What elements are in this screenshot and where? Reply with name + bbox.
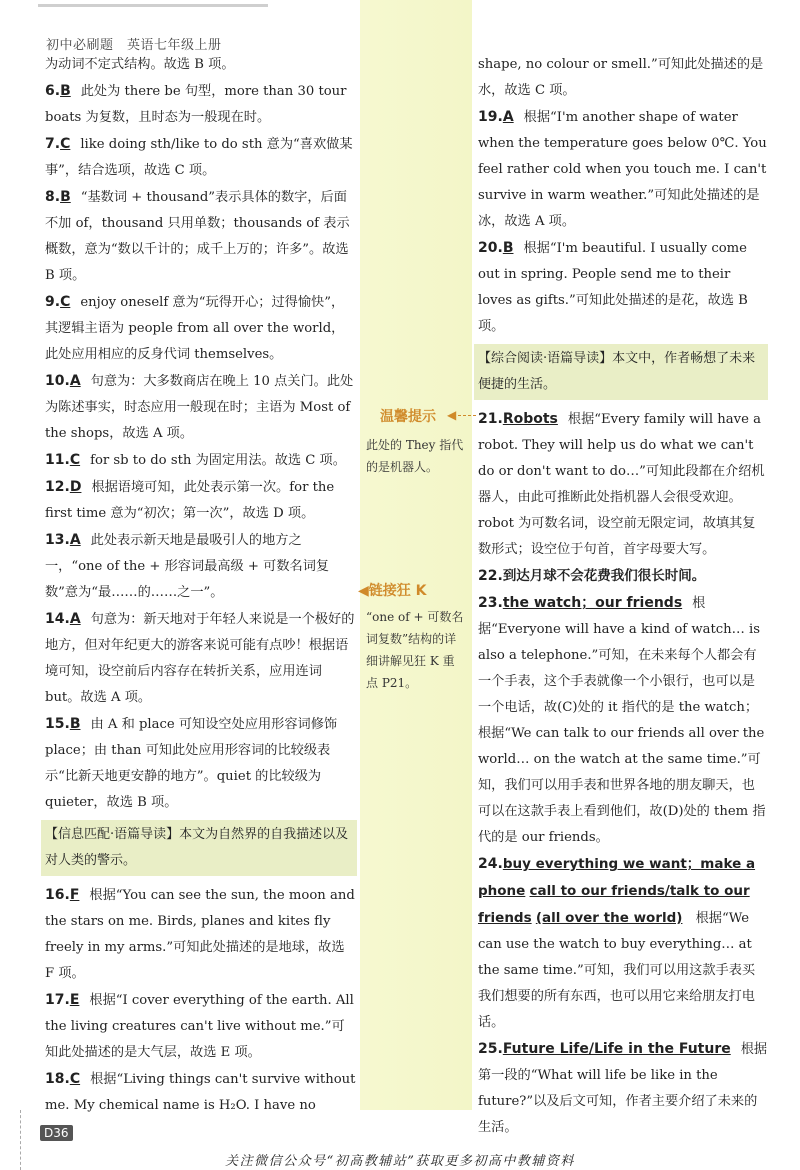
answer-item: 19.A 根据“I'm another shape of water when the temperature goes below 0℃. You feel rather cold when you touch me. I can't survive in warm weather.”可知此处描述的是冰，故选 A 项。 [478,109,767,229]
answer-list-b [45,882,357,1119]
answer-item: 6.B 此处为 there be 句型，more than 30 tour boats 为复数，且时态为一般现在时。 [45,83,347,125]
answer-item: 12.D 根据语境可知，此处表示第一次。for the first time 意为“初次；第一次”，故选 D 项。 [45,479,335,521]
page-number: D36 [40,1125,73,1141]
right-column [478,52,768,1141]
continued-text: 为动词不定式结构。故选 B 项。 [45,57,235,72]
section-intro-reading: 【综合阅读·语篇导读】本文中，作者畅想了未来便捷的生活。 [474,344,768,400]
arrow-left-icon: ◀ [447,408,457,422]
answer-item: 24.buy everything we want；make a phone call to our friends/talk to our friends (all over the world) 根据“We can use the watch to buy everything… at the same time.”可知，我们可以用这款手表买我们想要的所有东西，也可以用它来给朋友打电话。 [478,856,756,1030]
footer-note: 关注微信公众号“初高教辅站”获取更多初高中教辅资料 [225,1154,575,1169]
answer-item: 16.F 根据“You can see the sun, the moon and the stars on me. Birds, planes and kites fly freely in my arms.”可知此处描述的是地球，故选 F 项。 [45,887,355,981]
left-column [45,52,357,1119]
tip-title: 温馨提示 [380,409,436,425]
sidebar-panel [360,0,472,1110]
answer-item: 21.Robots 根据“Every family will have a robot. They will help us do what we can't do or don't want to do…”可知此段都在介绍机器人，由此可推断此处指机器人会很受欢迎。robot 为可数名词，设空前无限定词，故填其复数形式；设空位于句首，首字母要大写。 [478,411,765,557]
answer-item: 7.C like doing sth/like to do sth 意为“喜欢做某事”，结合选项，故选 C 项。 [45,136,353,178]
answer-item: 18.C 根据“Living things can't survive without me. My chemical name is H₂O. I have no [45,1071,356,1113]
answer-item: 14.A 句意为：新天地对于年轻人来说是一个极好的地方，但对年纪更大的游客来说可能有点吵！根据语境可知，设空前后内容存在转折关系，应用连词 but。故选 A 项。 [45,611,355,705]
answer-item: 15.B 由 A 和 place 可知设空处应用形容词修饰 place；由 than 可知此处应用形容词的比较级表示“比新天地更安静的地方”。quiet 的比较级为 quieter，故选 B 项。 [45,716,338,810]
answer-item: 8.B “基数词 + thousand”表示具体的数字，后面不加 of，thousand 只用单数；thousands of 表示概数，意为“数以千计的；成千上万的；许多”。故选 B 项。 [45,189,350,283]
answer-item: 20.B 根据“I'm beautiful. I usually come out in spring. People send me to their loves as gifts.”可知此处描述的是花，故选 B 项。 [478,240,748,334]
arrow-left-icon: ◀ [358,583,369,599]
answer-item: 17.E 根据“I cover everything of the earth. All the living creatures can't live without me.”可知此处描述的是大气层，故选 E 项。 [45,992,354,1060]
answer-item: 9.C enjoy oneself 意为“玩得开心；过得愉快”，其逻辑主语为 people from all over the world，此处应用相应的反身代词 themselves。 [45,294,345,362]
answer-item: 11.C for sb to do sth 为固定用法。故选 C 项。 [45,452,346,468]
answer-item: 22.到达月球不会花费我们很长时间。 [478,568,706,584]
answer-item: 13.A 此处表示新天地是最吸引人的地方之一，“one of the + 形容词最高级 + 可数名词复数”意为“最……的……之一”。 [45,532,330,600]
answer-list-a [45,78,357,816]
link-title: ◀链接狂 K [358,583,427,599]
answer-item: 25.Future Life/Life in the Future 根据第一段的“What will life be like in the future?”以及后文可知，作者主要介绍了未来的生活。 [478,1041,768,1135]
tip-body: 此处的 They 指代的是机器人。 [366,438,464,474]
continued-text: shape, no colour or smell.”可知此处描述的是水，故选 C 项。 [478,57,764,98]
answer-item: 10.A 句意为：大多数商店在晚上 10 点关门。此处为陈述事实，时态应用一般现在时；主语为 Most of the shops，故选 A 项。 [45,373,354,441]
link-body: “one of + 可数名词复数”结构的详细讲解见狂 K 重点 P21。 [366,610,464,690]
tip-connector [458,415,476,416]
answer-item: 23.the watch；our friends 根据“Everyone will have a kind of watch… is also a telephone.”可知，在未来每个人都会有一个手表，这个手表就像一个小银行，也可以是一个电话，故(C)处的 it 指代的是 the watch；根据“We can talk to our friends all over the world… on the watch at the same time.”可知，我们可以用手表和世界各地的朋友聊天，也可以在这款手表上看到他们，故(D)处的 them 指代的是 our friends。 [478,595,766,845]
section-intro-matching: 【信息匹配·语篇导读】本文为自然界的自我描述以及对人类的警示。 [41,820,357,876]
header-rule [38,4,268,7]
page-header [38,4,268,53]
book-title: 初中必刷题 英语七年级上册 [46,38,222,53]
